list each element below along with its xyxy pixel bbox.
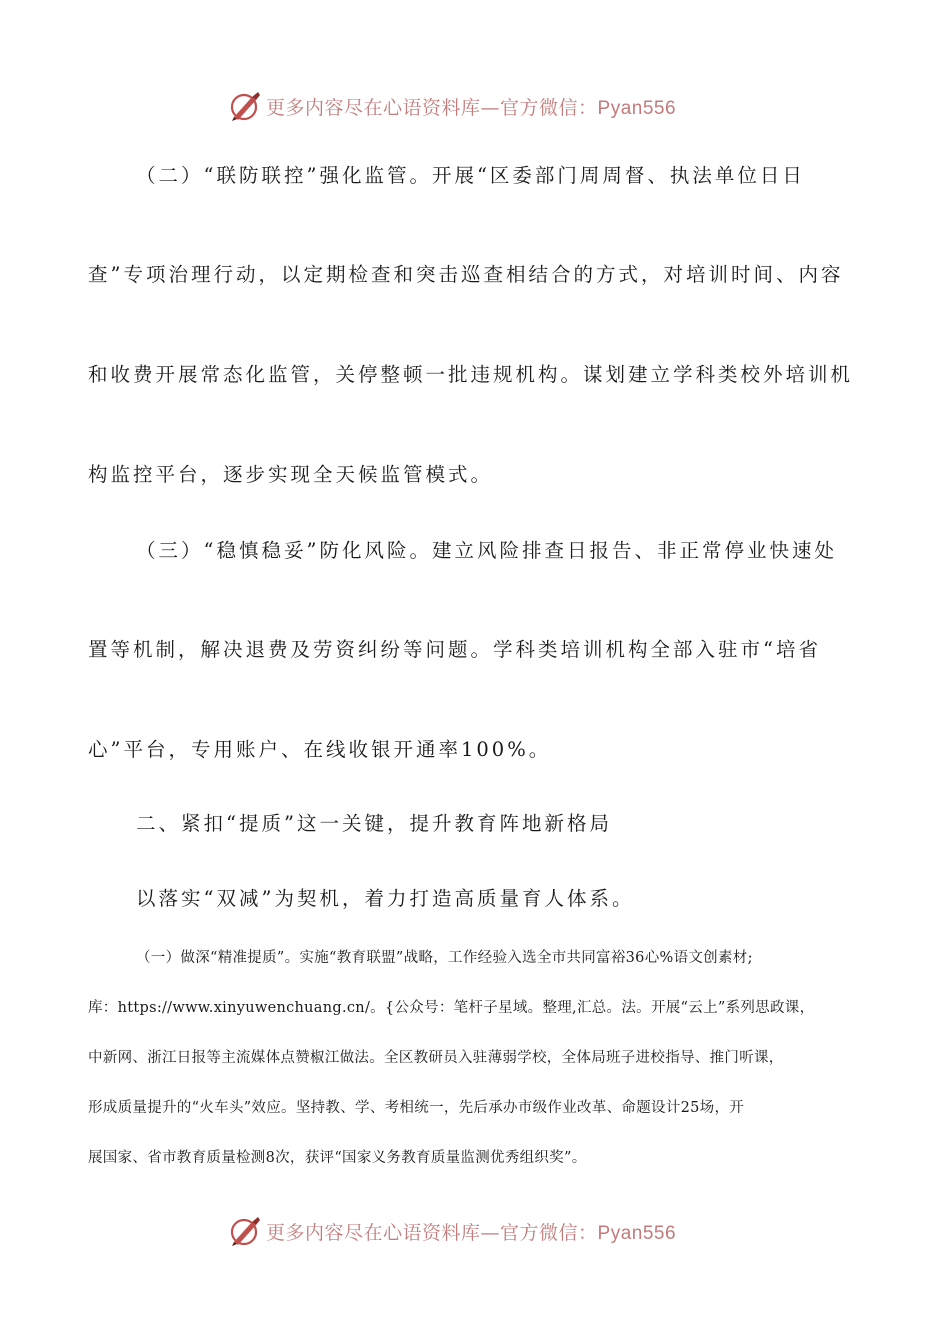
banner-text <box>266 93 676 120</box>
small-paragraph-line: 展国家、省市教育质量检测8次，获评“国家义务教育质量监测优秀组织奖”。 <box>88 1150 587 1166</box>
paragraph-line: 构监控平台，逐步实现全天候监管模式。 <box>88 463 494 486</box>
pen-logo-icon <box>228 89 262 123</box>
banner-label: 更多内容尽在心语资料库—官方微信： <box>266 96 598 119</box>
paragraph-line: 和收费开展常态化监管，关停整顿一批违规机构。谋划建立学科类校外培训机 <box>88 363 854 386</box>
paragraph-line: 心”平台，专用账户、在线收银开通率100%。 <box>88 738 552 761</box>
banner-wechat-id: Pyan556 <box>597 97 677 119</box>
header-banner <box>228 86 748 126</box>
small-paragraph-line: 形成质量提升的“火车头”效应。坚持教、学、考相统一，先后承办市级作业改革、命题设计25场，开 <box>88 1100 745 1116</box>
small-paragraph-line: （一）做深“精准提质”。实施“教育联盟”战略，工作经验入选全市共同富裕36心%语文创素材; <box>136 950 753 966</box>
paragraph-line: 以落实“双减”为契机，着力打造高质量育人体系。 <box>136 887 635 910</box>
banner-label: 更多内容尽在心语资料库—官方微信： <box>266 1221 598 1244</box>
paragraph-line: （二）“联防联控”强化监管。开展“区委部门周周督、执法单位日日 <box>136 164 805 187</box>
section-heading: 二、紧扣“提质”这一关键，提升教育阵地新格局 <box>136 812 612 835</box>
pen-logo-icon <box>228 1214 262 1248</box>
footer-banner <box>228 1211 748 1251</box>
paragraph-line: （三）“稳慎稳妥”防化风险。建立风险排查日报告、非正常停业快速处 <box>136 539 837 562</box>
small-paragraph-line: 中新网、浙江日报等主流媒体点赞椒江做法。全区教研员入驻薄弱学校，全体局班子进校指导、推门听课， <box>88 1050 784 1066</box>
paragraph-line: 查”专项治理行动，以定期检查和突击巡查相结合的方式，对培训时间、内容 <box>88 263 844 286</box>
banner-text <box>266 1218 676 1245</box>
small-paragraph-line: 库：https://www.xinyuwenchuang.cn/。{公众号：笔杆子星域。整理,汇总。法。开展“云上”系列思政课， <box>88 1000 815 1016</box>
banner-wechat-id: Pyan556 <box>597 1222 677 1244</box>
paragraph-line: 置等机制，解决退费及劳资纠纷等问题。学科类培训机构全部入驻市“培省 <box>88 638 821 661</box>
